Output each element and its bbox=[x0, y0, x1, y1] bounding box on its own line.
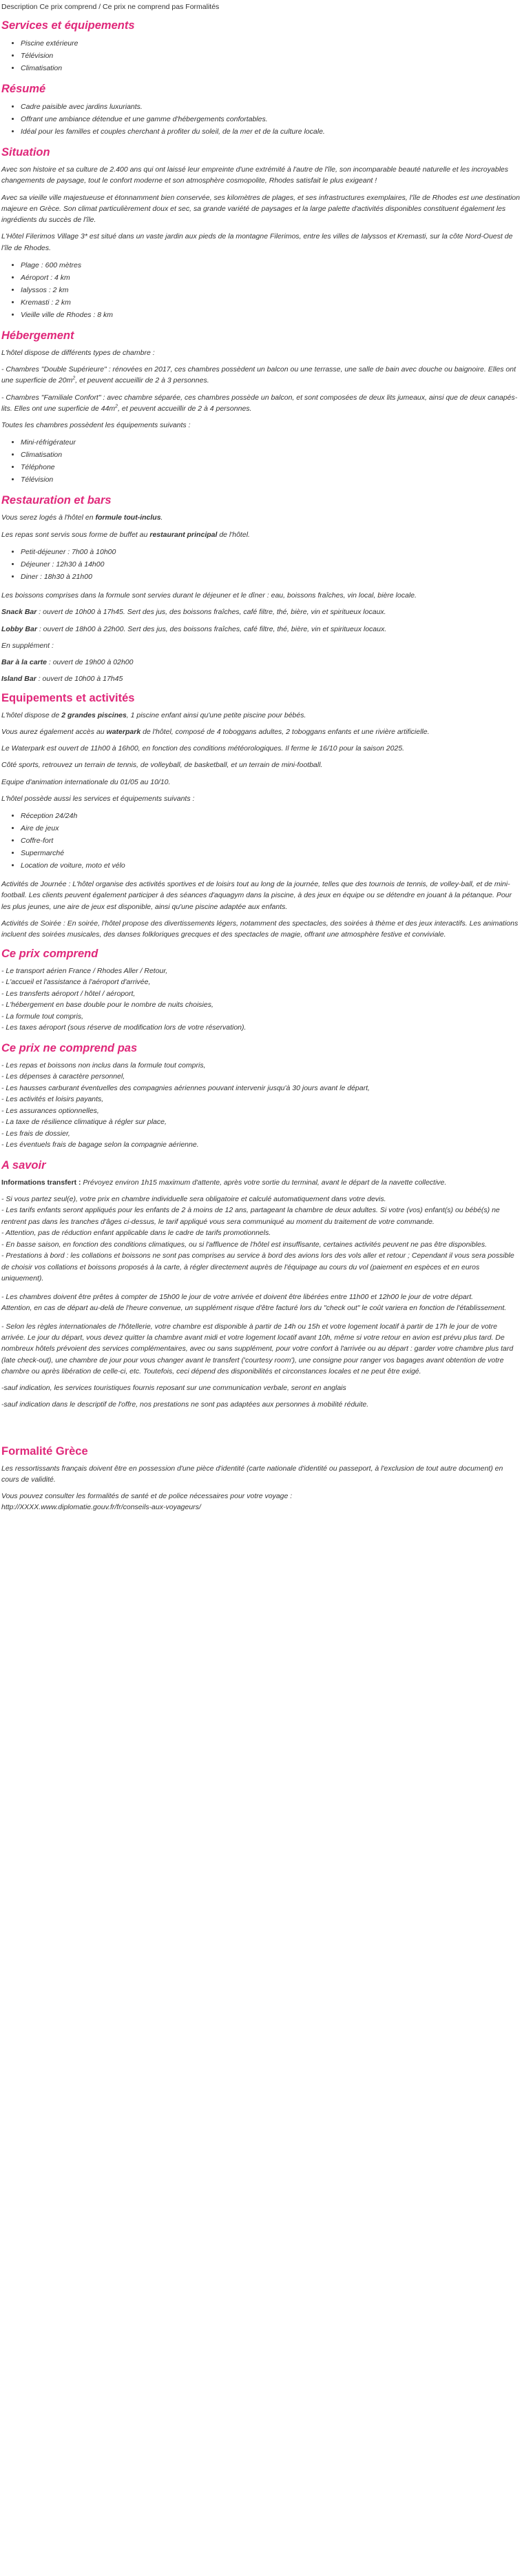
hebergement-paragraph: L'hôtel dispose de différents types de chambre : bbox=[1, 348, 155, 357]
text: Prévoyez environ 1h15 maximum d'attente, après votre sortie du terminal, avant le départ de la navette collective. bbox=[81, 1178, 447, 1187]
list-item: - Le transport aérien France / Rhodes Aller / Retour, bbox=[1, 966, 168, 975]
list-item: • Réception 24/24h bbox=[21, 810, 521, 822]
situation-paragraph: L'Hôtel Filerimos Village 3* est situé dans un vaste jardin aux pieds de la montagne Filerimos, entre les villes de Ialyssos et Kremasti, sur la côte Nord-Ouest de l'île de Rhodes. bbox=[1, 232, 513, 252]
list-item: - Les chambres doivent être prêtes à compter de 15h00 le jour de votre arrivée et doivent être libérées entre 11h00 et 12h00 le jour de votre départ. bbox=[1, 1292, 474, 1301]
drinks-paragraph: Les boissons comprises dans la formule sont servies durant le déjeuner et le dîner : eau, boissons fraîches, vin local, bière locale. bbox=[1, 591, 417, 600]
list-item: - Les activités et loisirs payants, bbox=[1, 1095, 104, 1103]
bar-name: Snack Bar bbox=[1, 608, 37, 617]
evening-activities: Activités de Soirée : En soirée, l'hôtel propose des divertissements légers, notamment des spectacles, des soirées à thème et des jeux interactifs. Les animations incluent des soirées musicales, des danses folkloriques grecques et des spectacles de magie, offrant une atmosphère festive et conviviale. bbox=[1, 919, 519, 939]
text: de l'hôtel, composé de 4 toboggans adultes, 2 toboggans enfants et une rivière artificielle. bbox=[140, 727, 430, 736]
snack-bar-info bbox=[1, 606, 521, 617]
animation-info: Equipe d'animation internationale du 01/05 au 10/10. bbox=[1, 777, 171, 786]
highlight: waterpark bbox=[106, 727, 141, 736]
lobby-bar-info bbox=[1, 624, 521, 635]
list-item: • Télévision bbox=[21, 473, 521, 486]
list-item: - Les transferts aéroport / hôtel / aéroport, bbox=[1, 989, 136, 998]
highlight: restaurant principal bbox=[149, 530, 218, 539]
list-item: • Petit-déjeuner : 7h00 à 10h00 bbox=[21, 546, 521, 558]
room-capacity: , et peuvent accueillir de 2 à 4 personnes. bbox=[118, 404, 252, 413]
superscript: 2 bbox=[115, 404, 118, 409]
situation-paragraph: Avec sa vieille ville majestueuse et étonnamment bien conservée, ses kilomètres de plages, et ses infrastructures exemplaires, l'île de Rhodes est une destination majeure en Grèce. Son climat particulièrement doux et sec, sa grande variété de paysages et la large palette d'activités disponibles constituent également les ingrédients du succès de l'île. bbox=[1, 193, 520, 225]
list-item: - Prestations à bord : les collations et boissons ne sont pas comprises au service à bord des avions lors des vols aller et retour ; Cependant il vous sera possible de choisir vos collations et boissons proposés à la carte, à régler directement auprès de l'équipage au cours du vol (paiement en espèces et en euros uniquement). bbox=[1, 1251, 514, 1283]
label: Informations transfert : bbox=[1, 1178, 81, 1187]
list-item: • Idéal pour les familles et couples cherchant à profiter du soleil, de la mer et de la culture locale. bbox=[21, 125, 521, 138]
list-item: • Diner : 18h30 à 21h00 bbox=[21, 571, 521, 583]
services-list bbox=[21, 37, 521, 74]
situation-paragraph: Avec son histoire et sa culture de 2.400 ans qui ont laissé leur empreinte d'une extrémité à l'autre de l'île, son incomparable beauté naturelle et les incroyables changements de paysage, tout le confort moderne et son atmosphère cosmopolite, Rhodes satisfait le plus exigeant ! bbox=[1, 165, 508, 185]
language-note: -sauf indication, les services touristiques fournis reposant sur une communication verbale, seront en anglais bbox=[1, 1384, 346, 1393]
list-item: • Ialyssos : 2 km bbox=[21, 284, 521, 296]
list-item: • Vieille ville de Rhodes : 8 km bbox=[21, 309, 521, 321]
equipements-heading: Equipements et activités bbox=[1, 691, 135, 704]
sports-info: Côté sports, retrouvez un terrain de tennis, de volleyball, de basketball, et un terrain de mini-football. bbox=[1, 761, 323, 770]
list-item: - Les taxes aéroport (sous réserve de modification lors de votre réservation). bbox=[1, 1023, 247, 1032]
text: : ouvert de 19h00 à 02h00 bbox=[46, 658, 134, 667]
list-item: • Télévision bbox=[21, 50, 521, 62]
list-item: • Coffre-fort bbox=[21, 835, 521, 847]
price-includes-heading: Ce prix comprend bbox=[1, 947, 98, 960]
list-item: - Les repas et boissons non inclus dans la formule tout compris, bbox=[1, 1061, 206, 1070]
text: . bbox=[160, 513, 163, 522]
room-type-superieure bbox=[1, 364, 521, 387]
list-item: - L'hébergement en base double pour le nombre de nuits choisies, bbox=[1, 1001, 213, 1009]
list-item: • Piscine extérieure bbox=[21, 37, 521, 50]
room-description: - Chambres "Familiale Confort" : avec chambre séparée, ces chambres possède un balcon, et sont composées de deux lits jumeaux, ainsi que de deux canapés-lits. Elles ont une superficie de 44m bbox=[1, 393, 518, 413]
text: Les repas sont servis sous forme de buffet au bbox=[1, 530, 150, 539]
list-item: - Si vous partez seul(e), votre prix en chambre individuelle sera obligatoire et calculé automatiquement dans votre devis. bbox=[1, 1194, 386, 1203]
text: de l'hôtel. bbox=[217, 530, 250, 539]
board-basis bbox=[1, 512, 521, 523]
list-item: • Déjeuner : 12h30 à 14h00 bbox=[21, 558, 521, 571]
list-item: • Cadre paisible avec jardins luxuriants. bbox=[21, 101, 521, 113]
list-item: • Plage : 600 mètres bbox=[21, 259, 521, 272]
meal-info bbox=[1, 529, 521, 540]
waterpark-hours: Le Waterpark est ouvert de 11h00 à 16h00, en fonction des conditions météorologiques. Il ferme le 16/10 pour la saison 2025. bbox=[1, 744, 405, 753]
id-requirement: Les ressortissants français doivent être en possession d'une pièce d'identité (carte nationale d'identité ou passeport, à l'exclusion de tout autre document) en cours de validité. bbox=[1, 1464, 503, 1484]
resume-list bbox=[21, 101, 521, 138]
list-item: • Climatisation bbox=[21, 449, 521, 461]
list-item: - Attention, pas de réduction enfant applicable dans le cadre de tarifs promotionnels. bbox=[1, 1229, 271, 1238]
highlight: 2 grandes piscines bbox=[61, 711, 127, 719]
price-excludes-heading: Ce prix ne comprend pas bbox=[1, 1041, 138, 1054]
room-capacity: , et peuvent accueillir de 2 à 3 personnes. bbox=[75, 376, 209, 385]
price-excludes-list bbox=[1, 1060, 521, 1151]
text: Vous aurez également accès au bbox=[1, 727, 107, 736]
services-intro: L'hôtel possède aussi les services et équipements suivants : bbox=[1, 794, 195, 803]
list-item: • Aire de jeux bbox=[21, 822, 521, 835]
diplomatie-link[interactable]: http://XXXX.www.diplomatie.gouv.fr/fr/conseils-aux-voyageurs/ bbox=[1, 1503, 201, 1512]
mobility-note: -sauf indication dans le descriptif de l'offre, nos prestations ne sont pas adaptées aux personnes à mobilité réduite. bbox=[1, 1400, 369, 1409]
hotel-services-list bbox=[21, 810, 521, 872]
restauration-heading: Restauration et bars bbox=[1, 494, 112, 507]
room-equipment-list bbox=[21, 436, 521, 486]
list-item: - La formule tout compris, bbox=[1, 1012, 84, 1021]
island-bar-info bbox=[1, 673, 521, 684]
waterpark-info bbox=[1, 726, 521, 737]
tab-strip[interactable]: Description Ce prix comprend / Ce prix ne comprend pas Formalités bbox=[1, 3, 220, 11]
list-item: • Offrant une ambiance détendue et une gamme d'hébergements confortables. bbox=[21, 113, 521, 125]
situation-heading: Situation bbox=[1, 146, 50, 159]
text: L'hôtel dispose de bbox=[1, 711, 62, 719]
formalities-intro: Vous pouvez consulter les formalités de santé et de police nécessaires pour votre voyage : bbox=[1, 1492, 293, 1501]
list-item: - Les assurances optionnelles, bbox=[1, 1106, 99, 1115]
services-heading: Services et équipements bbox=[1, 19, 135, 32]
day-activities: Activités de Journée : L'hôtel organise des activités sportives et de loisirs tout au long de la journée, telles que des tournois de tennis, de volley-ball, et de mini-football. Les clients peuvent également participer à des séances d'aquagym dans la piscine, à des jeux en équipe ou se détendre en jouant à la pétanque. Pour les plus jeunes, une aire de jeux est disponible, ainsi qu'une piscine adaptée aux enfants. bbox=[1, 880, 512, 911]
list-item: • Mini-réfrigérateur bbox=[21, 436, 521, 449]
list-item: - La taxe de résilience climatique à régler sur place, bbox=[1, 1118, 167, 1126]
meal-times-list bbox=[21, 546, 521, 583]
list-item: - Les tarifs enfants seront appliqués pour les enfants de 2 à moins de 12 ans, partageant la chambre de deux adultes. Si votre (vos) enfant(s) ou bébé(s) ne rentrent pas dans les tranches d'âges ci-dessus, le tarif appliqué vous sera communiqué au moment du traitement de votre commande. bbox=[1, 1206, 500, 1226]
highlight: formule tout-inclus bbox=[95, 513, 161, 522]
text: Vous serez logés à l'hôtel en bbox=[1, 513, 96, 522]
carte-bar-info bbox=[1, 657, 521, 668]
resume-heading: Résumé bbox=[1, 83, 46, 95]
list-item: • Téléphone bbox=[21, 461, 521, 473]
text: : ouvert de 10h00 à 17h45. Sert des jus, des boissons fraîches, café filtre, thé, bière, vin et spiritueux locaux. bbox=[36, 608, 386, 617]
list-item: - L'accueil et l'assistance à l'aéroport d'arrivée, bbox=[1, 978, 151, 986]
room-type-familiale bbox=[1, 392, 521, 415]
hotel-rules-paragraph: - Selon les règles internationales de l'hôtellerie, votre chambre est disponible à partir de 14h ou 15h et votre logement locatif à partir de 17h le jour de votre arrivée. Le jour du départ, vous devez quitter la chambre avant midi et votre logement locatif avant 10h, même si votre retour en avion est prévu plus tard. De nombreux hôtels prévoient des services complémentaires, avec ou sans supplément, pour votre confort à l'arrivée ou au départ : garder votre chambre plus tard (late check-out), une chambre de jour pour vous changer avant le transfert ('courtesy room'), une consigne pour ranger vos bagages avant obtention de votre chambre ou après libération de celle-ci, etc. Toutefois, ceci dépend des disponibilités et circonstances locales et ne peut être exigé. bbox=[1, 1322, 514, 1376]
bar-name: Island Bar bbox=[1, 675, 36, 684]
list-item: - En basse saison, en fonction des conditions climatiques, ou si l'affluence de l'hôtel est insuffisante, certaines activités peuvent ne pas être disponibles. bbox=[1, 1240, 488, 1249]
list-item: - Les éventuels frais de bagage selon la compagnie aérienne. bbox=[1, 1141, 199, 1149]
superscript: 2 bbox=[72, 376, 76, 381]
list-item: • Aéroport : 4 km bbox=[21, 272, 521, 284]
distances-list bbox=[21, 259, 521, 321]
list-item: Attention, en cas de départ au-delà de l'heure convenue, un supplément risque d'être facturé lors du "check out" le coût variera en fonction de l'établissement. bbox=[1, 1304, 507, 1313]
conditions-list bbox=[1, 1194, 521, 1285]
list-item: - Les frais de dossier, bbox=[1, 1129, 70, 1138]
hebergement-heading: Hébergement bbox=[1, 329, 74, 342]
bar-name: Lobby Bar bbox=[1, 624, 37, 633]
room-times-list bbox=[1, 1291, 521, 1314]
room-description: - Chambres "Double Supérieure" : rénovées en 2017, ces chambres possèdent un balcon ou une terrasse, une salle de bain avec douche ou baignoire. Elles ont une superficie de 20m bbox=[1, 365, 516, 385]
list-item: • Location de voiture, moto et vélo bbox=[21, 859, 521, 872]
transfer-info bbox=[1, 1177, 521, 1188]
list-item: • Supermarché bbox=[21, 847, 521, 859]
a-savoir-heading: A savoir bbox=[1, 1158, 46, 1172]
list-item: • Kremasti : 2 km bbox=[21, 296, 521, 309]
formalite-heading: Formalité Grèce bbox=[1, 1444, 88, 1458]
list-item: • Climatisation bbox=[21, 62, 521, 74]
supplement-label: En supplément : bbox=[1, 641, 54, 650]
price-includes-list bbox=[1, 965, 521, 1034]
text: : ouvert de 10h00 à 17h45 bbox=[36, 675, 123, 684]
list-item: - Les dépenses à caractère personnel, bbox=[1, 1072, 125, 1081]
pools-info bbox=[1, 710, 521, 721]
text: , 1 piscine enfant ainsi qu'une petite piscine pour bébés. bbox=[126, 711, 306, 719]
text: : ouvert de 18h00 à 22h00. Sert des jus, des boissons fraîches, café filtre, thé, bière, vin et spiritueux locaux. bbox=[36, 624, 387, 633]
list-item: - Les hausses carburant éventuelles des compagnies aériennes pouvant intervenir jusqu'à 30 jours avant le départ, bbox=[1, 1083, 370, 1092]
hebergement-paragraph: Toutes les chambres possèdent les équipements suivants : bbox=[1, 421, 191, 430]
bar-name: Bar à la carte bbox=[1, 658, 47, 667]
